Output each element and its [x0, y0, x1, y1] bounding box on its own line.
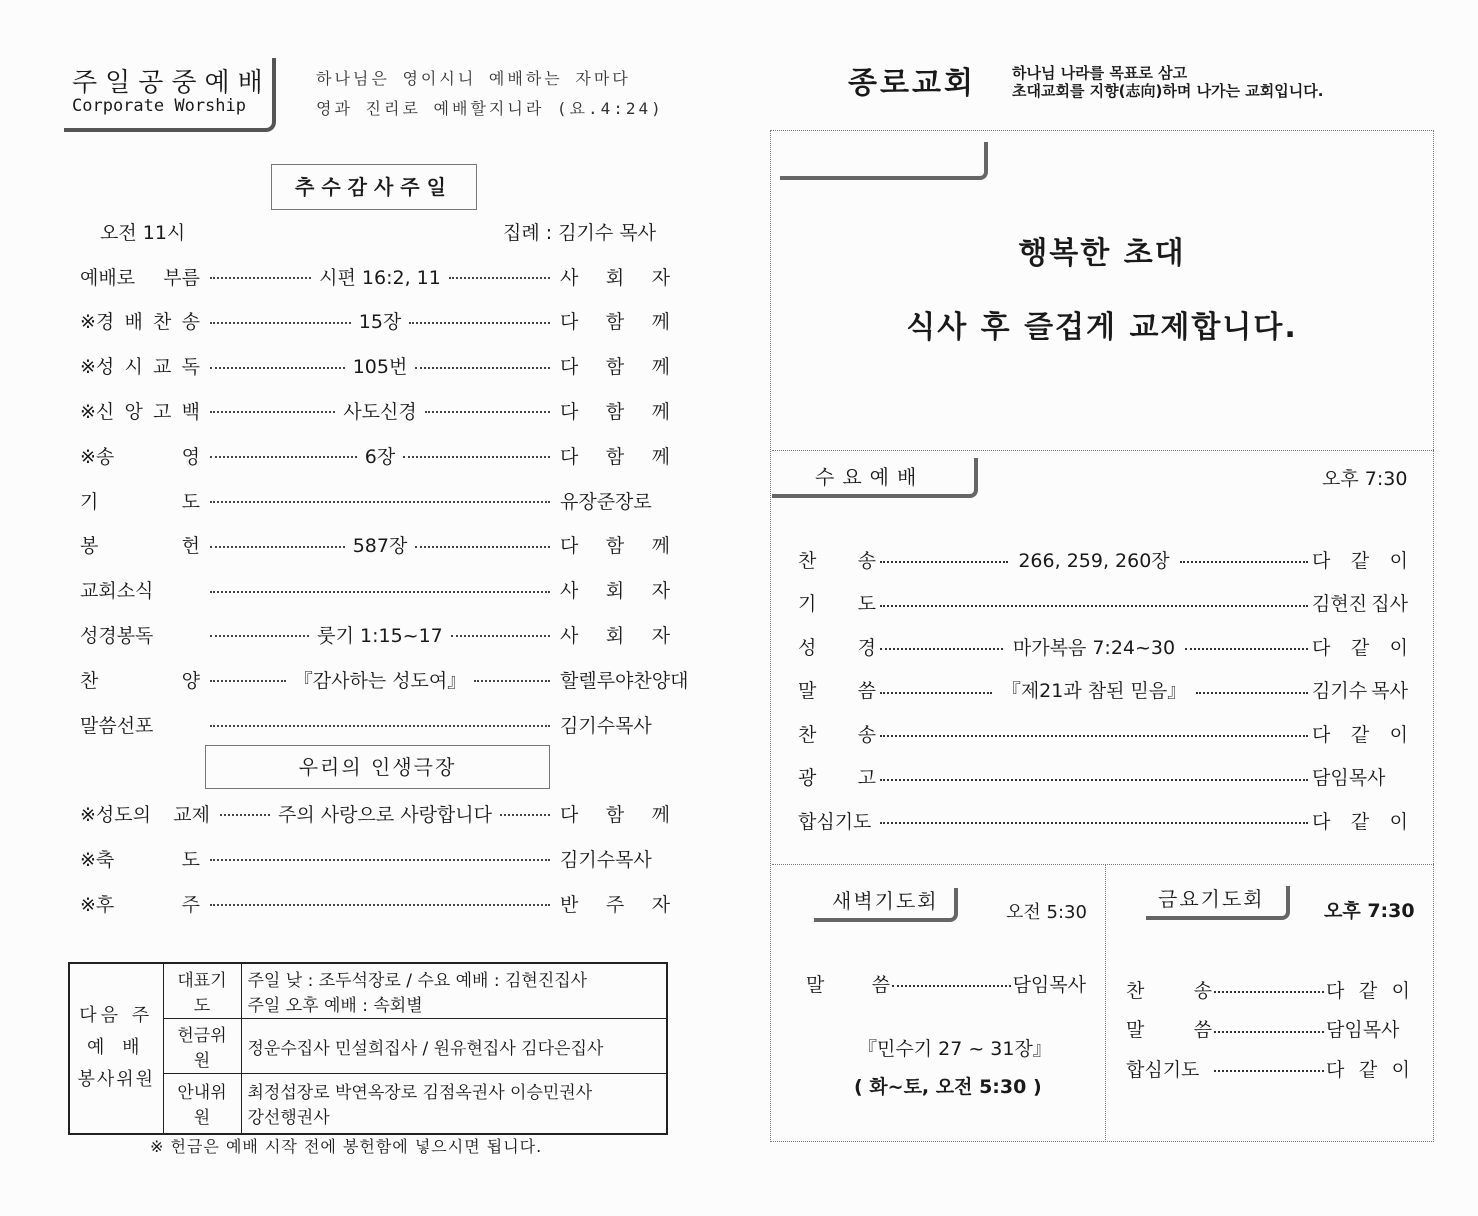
char: 씀: [857, 680, 876, 702]
wednesday-leader: [880, 816, 1308, 824]
order-content: 룻기 1:15~17: [317, 624, 443, 647]
char: 께: [651, 400, 670, 423]
wednesday-leader: [880, 676, 1308, 703]
order-item: [80, 263, 200, 290]
service-committee-table: [68, 962, 668, 1135]
order-who: [560, 442, 670, 469]
message-line2: 식사 후 즐겁게 교제합니다.: [906, 310, 1298, 345]
leader-dots: [210, 367, 345, 369]
char: 주: [605, 893, 625, 916]
char: 함: [605, 535, 625, 558]
order-content: 주의 사랑으로 사랑합니다: [278, 803, 492, 826]
friday-time: 오후 7:30: [1324, 900, 1415, 922]
order-item: [80, 307, 200, 334]
wednesday-content: 『제21과 참된 믿음』: [1001, 680, 1187, 702]
order-row: [80, 619, 670, 649]
service-time: 오전 11시: [100, 222, 186, 244]
order-who: 할렐루야찬양대: [560, 669, 689, 692]
header-english-title: Corporate Worship: [72, 96, 246, 116]
char: 목사: [1371, 680, 1408, 702]
char: 고: [857, 767, 876, 789]
char: 찬: [798, 549, 817, 572]
friday-who: [1326, 1055, 1410, 1082]
leader-dots: [880, 822, 1308, 824]
scripture-verse-line2: 영과 진리로 예배할지니라 (요.4:24): [316, 99, 664, 118]
char: ※신: [80, 400, 115, 423]
leader-dots: [210, 277, 311, 279]
leader-dots: [210, 591, 550, 593]
char: 께: [651, 311, 670, 334]
presider: 집례 : 김기수 목사: [503, 222, 656, 244]
char: 자: [651, 266, 670, 289]
order-item: [80, 442, 200, 469]
committee-members-line: 강선행권사: [247, 1108, 330, 1129]
char: 말: [1126, 1019, 1145, 1041]
char: 다: [1312, 549, 1331, 572]
order-row: [80, 395, 670, 425]
friday-who: 담임목사: [1326, 1019, 1400, 1041]
char: ※경: [80, 311, 115, 334]
char: 영: [181, 445, 200, 468]
committee-label-line2: 예 배: [87, 1037, 146, 1059]
friday-row: [1126, 974, 1410, 1004]
friday-item: [1126, 1015, 1212, 1042]
friday-item: [1126, 976, 1212, 1003]
order-item: [80, 800, 210, 827]
wednesday-content: 266, 259, 260장: [1018, 549, 1170, 572]
char: 찬: [1126, 979, 1145, 1002]
leader-dots: [415, 367, 550, 369]
committee-members-line: 주일 오후 예배 : 속회별: [247, 996, 423, 1016]
char: 같: [1358, 979, 1378, 1002]
offering-note: ※ 헌금은 예배 시작 전에 봉헌함에 넣으시면 됩니다.: [150, 1137, 543, 1156]
order-row: [80, 261, 670, 291]
committee-label: [69, 963, 163, 1134]
order-content: 『감사하는 성도여』: [293, 669, 467, 692]
leader-dots: [210, 322, 351, 324]
wednesday-leader: [880, 773, 1308, 781]
char: 성: [798, 636, 817, 659]
char: ※축: [80, 848, 115, 871]
divider: [772, 864, 1434, 865]
order-row: [80, 709, 670, 739]
wednesday-row: [798, 718, 1408, 748]
order-leader: [210, 587, 550, 593]
char: 다: [560, 535, 579, 558]
order-who: [560, 307, 670, 334]
order-leader: [210, 531, 550, 558]
friday-row: [1126, 1014, 1410, 1044]
char: 찬: [798, 723, 817, 746]
leader-dots: [1214, 1031, 1324, 1033]
committee-members-line: 최정섭장로 박연옥장로 김점옥권사 이승민권사: [247, 1083, 593, 1104]
wednesday-row: [798, 675, 1408, 705]
char: 자: [651, 893, 670, 916]
order-who: [560, 800, 670, 827]
order-item: [80, 890, 200, 917]
order-leader: [210, 263, 550, 290]
order-row: [80, 440, 670, 470]
char: 광: [798, 767, 817, 789]
char: 이: [1389, 549, 1408, 572]
order-who: [560, 352, 670, 379]
char: 께: [651, 535, 670, 558]
char: 다: [1326, 1058, 1345, 1081]
wednesday-item: [798, 763, 876, 790]
char: 이: [1389, 723, 1408, 746]
char: 회: [605, 624, 625, 647]
char: 말: [806, 973, 825, 996]
char: 이: [1391, 979, 1410, 1002]
char: 다: [1326, 979, 1345, 1002]
committee-members: [241, 963, 667, 1019]
order-who: [560, 890, 670, 917]
char: 김현진: [1312, 593, 1368, 615]
service-title: 추수감사주일: [271, 164, 477, 210]
committee-label-line3: 봉사위원: [77, 1069, 156, 1091]
order-item: [80, 531, 200, 558]
wednesday-item: [798, 589, 876, 616]
church-motto-line2: 초대교회를 지향(志向)하며 나가는 교회입니다.: [1012, 82, 1324, 100]
wednesday-who: [1312, 676, 1408, 703]
char: 경: [857, 636, 876, 659]
wednesday-row: [798, 631, 1408, 661]
char: 같: [1350, 723, 1370, 746]
char: 기: [798, 593, 817, 615]
char: 교: [153, 356, 172, 379]
order-leader: [220, 800, 550, 827]
char: 다: [1312, 636, 1331, 659]
order-who: [560, 397, 670, 424]
leader-dots: [403, 456, 550, 458]
leader-dots: [210, 546, 345, 548]
order-row: [80, 843, 670, 873]
char: 같: [1350, 810, 1370, 833]
dawn-title: 새벽기도회: [832, 889, 939, 913]
char: 께: [651, 445, 670, 468]
wednesday-row: [798, 588, 1408, 618]
char: 사: [560, 266, 579, 289]
leader-dots: [880, 779, 1308, 781]
order-leader: [210, 497, 550, 503]
char: 찬: [80, 669, 99, 692]
order-leader: [210, 900, 550, 906]
dawn-schedule: ( 화~토, 오전 5:30 ): [854, 1076, 1042, 1098]
char: 부름: [163, 266, 200, 289]
committee-members: [241, 1074, 667, 1134]
leader-dots: [210, 501, 550, 503]
char: 다: [560, 400, 579, 423]
char: 반: [560, 893, 579, 916]
char: 사: [560, 624, 579, 647]
order-leader: [210, 352, 550, 379]
char: 같: [1350, 636, 1370, 659]
order-row: [80, 575, 670, 605]
dawn-row-item: [806, 970, 890, 997]
leader-dots: [1214, 1070, 1324, 1072]
order-item: 말씀선포: [80, 714, 154, 737]
order-row: [80, 351, 670, 381]
committee-role: 대표기도: [163, 963, 241, 1019]
order-content: 15장: [358, 311, 402, 334]
leader-dots: [210, 456, 357, 458]
order-content: 6장: [364, 445, 396, 468]
leader-dots: [880, 561, 1008, 563]
order-who: [560, 531, 670, 558]
char: 함: [605, 356, 625, 379]
char: 이: [1391, 1058, 1410, 1081]
dawn-row-who: 담임목사: [1012, 973, 1086, 996]
leader-dots: [451, 635, 550, 637]
leader-dots: [409, 322, 550, 324]
committee-role: 안내위원: [163, 1074, 241, 1134]
char: 말: [798, 680, 817, 702]
divider: [772, 450, 1434, 451]
order-row: [80, 888, 670, 918]
order-who: [560, 576, 670, 603]
order-row: [80, 798, 670, 828]
char: 자: [651, 624, 670, 647]
wednesday-time: 오후 7:30: [1322, 468, 1408, 490]
char: 다: [560, 445, 579, 468]
wednesday-who: [1312, 807, 1408, 834]
order-who: [560, 621, 670, 648]
wednesday-item: [798, 676, 876, 703]
order-row: [80, 485, 670, 515]
leader-dots: [1214, 991, 1324, 993]
order-leader: [210, 307, 550, 334]
order-item: [80, 845, 200, 872]
order-who: 김기수목사: [560, 848, 652, 871]
char: 같: [1358, 1058, 1378, 1081]
char: 회: [605, 580, 625, 603]
wednesday-row: [798, 805, 1408, 835]
char: 다: [560, 356, 579, 379]
committee-role: 헌금위원: [163, 1019, 241, 1074]
dawn-time: 오전 5:30: [1006, 902, 1087, 923]
char: 앙: [124, 400, 143, 423]
char: 함: [605, 803, 625, 826]
char: 씀: [1193, 1019, 1212, 1041]
char: 주: [181, 893, 200, 916]
char: 사: [560, 580, 579, 603]
wednesday-who: [1312, 589, 1408, 616]
char: 이: [1389, 810, 1408, 833]
order-item: [80, 397, 200, 424]
char: 회: [605, 266, 625, 289]
leader-dots: [880, 605, 1308, 607]
wednesday-item: 합심기도: [798, 810, 872, 833]
order-who: 유장준장로: [560, 490, 652, 513]
char: 예배로: [80, 266, 136, 289]
char: 다: [560, 311, 579, 334]
message-line1: 행복한 초대: [1018, 236, 1186, 271]
church-name: 종로교회: [848, 66, 976, 101]
char: 양: [181, 669, 200, 692]
order-row: [80, 306, 670, 336]
wednesday-leader: [880, 546, 1308, 573]
wednesday-item: [798, 633, 876, 660]
char: ※성: [80, 356, 115, 379]
order-content: 사도신경: [343, 400, 417, 423]
order-item: 교회소식: [80, 580, 154, 603]
wednesday-leader: [880, 729, 1308, 737]
char: 송: [857, 723, 876, 746]
leader-dots: [880, 692, 992, 694]
leader-dots: [210, 725, 550, 727]
leader-dots: [449, 277, 550, 279]
char: 다: [560, 803, 579, 826]
leader-dots: [210, 859, 550, 861]
divider: [1105, 864, 1106, 1142]
sub-title: 우리의 인생극장: [205, 745, 550, 789]
wednesday-leader: [880, 633, 1308, 660]
wednesday-leader: [880, 599, 1308, 607]
char: 백: [181, 400, 200, 423]
wednesday-who: 담임목사: [1312, 767, 1386, 789]
char: 송: [181, 311, 200, 334]
wednesday-content: 마가복음 7:24~30: [1012, 636, 1176, 659]
char: 함: [605, 445, 625, 468]
leader-dots: [210, 904, 550, 906]
order-content: 105번: [352, 356, 408, 379]
leader-dots: [892, 985, 1011, 987]
leader-dots: [474, 680, 550, 682]
order-item: [80, 666, 200, 693]
friday-title: 금요기도회: [1158, 887, 1265, 911]
char: 송: [1193, 979, 1212, 1002]
leader-dots: [1196, 692, 1308, 694]
leader-dots: [220, 814, 270, 816]
committee-members: [241, 1019, 667, 1074]
order-leader: [210, 666, 550, 693]
char: 집사: [1371, 593, 1408, 615]
leader-dots: [1185, 648, 1308, 650]
char: 교제: [173, 803, 210, 826]
char: ※후: [80, 893, 115, 916]
friday-item: 합심기도: [1126, 1058, 1200, 1081]
order-row: [80, 530, 670, 560]
char: 독: [181, 356, 200, 379]
leader-dots: [425, 411, 550, 413]
char: 께: [651, 803, 670, 826]
friday-who: [1326, 976, 1410, 1003]
order-leader: [210, 397, 550, 424]
char: 시: [124, 356, 143, 379]
leader-dots: [210, 635, 309, 637]
header-korean-title: 주일공중예배: [72, 68, 271, 98]
char: ※송: [80, 445, 115, 468]
leader-dots: [210, 411, 335, 413]
char: 고: [153, 400, 172, 423]
char: 자: [651, 580, 670, 603]
order-who: [560, 263, 670, 290]
char: 봉: [80, 535, 99, 558]
order-leader: [210, 855, 550, 861]
scripture-verse-line1: 하나님은 영이시니 예배하는 자마다: [316, 69, 631, 88]
char: 배: [124, 311, 143, 334]
leader-dots: [210, 680, 286, 682]
order-content: 587장: [352, 535, 408, 558]
char: 함: [605, 400, 625, 423]
order-row: [80, 664, 689, 694]
order-who: 김기수목사: [560, 714, 652, 737]
order-leader: [210, 721, 550, 727]
char: 도: [181, 490, 200, 513]
wednesday-item: [798, 546, 876, 573]
leader-dots: [1180, 561, 1308, 563]
leader-dots: [880, 648, 1003, 650]
char: 송: [857, 549, 876, 572]
order-item: [80, 352, 200, 379]
dawn-row: [806, 968, 1086, 998]
committee-label-line1: 다음 주: [79, 1005, 154, 1027]
message-tab: [780, 142, 988, 180]
char: 같: [1350, 549, 1370, 572]
char: 다: [1312, 810, 1331, 833]
char: 도: [181, 848, 200, 871]
committee-members-line: 주일 낮 : 조두석장로 / 수요 예배 : 김현진집사: [247, 971, 588, 991]
order-content: 시편 16:2, 11: [319, 266, 441, 289]
order-leader: [210, 442, 550, 469]
wednesday-who: [1312, 546, 1408, 573]
wednesday-who: [1312, 633, 1408, 660]
leader-dots: [880, 735, 1308, 737]
char: 기: [80, 490, 99, 513]
char: 헌: [181, 535, 200, 558]
order-leader: [210, 621, 550, 648]
leader-dots: [500, 814, 550, 816]
wednesday-item: [798, 720, 876, 747]
char: 찬: [153, 311, 172, 334]
leader-dots: [415, 546, 550, 548]
dawn-scripture: 『민수기 27 ~ 31장』: [858, 1038, 1052, 1060]
char: 이: [1389, 636, 1408, 659]
friday-row: [1126, 1053, 1410, 1083]
char: 다: [1312, 723, 1331, 746]
wednesday-row: [798, 544, 1408, 574]
char: 씀: [871, 973, 890, 996]
char: 함: [605, 311, 625, 334]
committee-members-line: 정운수집사 민설희집사 / 원유현집사 김다은집사: [247, 1038, 604, 1059]
order-item: [80, 487, 200, 514]
char: 께: [651, 356, 670, 379]
char: ※성도의: [80, 803, 151, 826]
wednesday-who: [1312, 720, 1408, 747]
char: 도: [857, 593, 876, 615]
wednesday-row: [798, 762, 1408, 792]
wednesday-title: 수요예배: [815, 465, 925, 489]
church-motto-line1: 하나님 나라를 목표로 삼고: [1012, 64, 1188, 82]
char: 김기수: [1312, 680, 1368, 702]
order-item: 성경봉독: [80, 624, 154, 647]
